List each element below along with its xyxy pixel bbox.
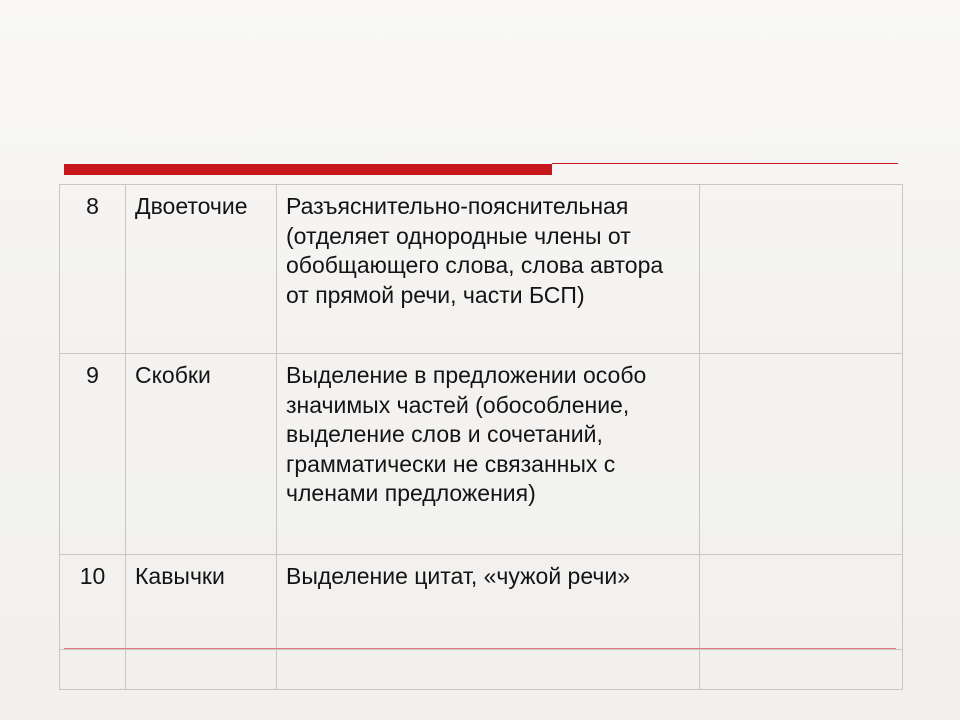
description-cell: Выделение в предложении особо значимых частей (обособление, выделение слов и сочетаний, грамматически не связанных с членами предложения) [277, 354, 700, 555]
empty-cell [700, 185, 903, 354]
title-accent-bar [64, 164, 552, 175]
empty-cell [700, 555, 903, 650]
row-number-cell [60, 650, 126, 690]
punctuation-table [59, 184, 902, 689]
empty-cell [700, 650, 903, 690]
description-cell: Выделение цитат, «чужой речи» [277, 555, 700, 650]
description-cell [277, 650, 700, 690]
punctuation-name-cell: Кавычки [126, 555, 277, 650]
table-row [60, 650, 903, 690]
empty-cell [700, 354, 903, 555]
table-row [60, 185, 903, 354]
punctuation-name-cell: Двоеточие [126, 185, 277, 354]
row-number-cell: 10 [60, 555, 126, 650]
row-number-cell: 9 [60, 354, 126, 555]
footer-rule [64, 648, 896, 649]
row-number-cell: 8 [60, 185, 126, 354]
table-row [60, 555, 903, 650]
title-accent-line [552, 163, 898, 164]
punctuation-name-cell [126, 650, 277, 690]
punctuation-name-cell: Скобки [126, 354, 277, 555]
table-row [60, 354, 903, 555]
description-cell: Разъяснительно-пояснительная (отделяет однородные члены от обобщающего слова, слова автора от прямой речи, части БСП) [277, 185, 700, 354]
